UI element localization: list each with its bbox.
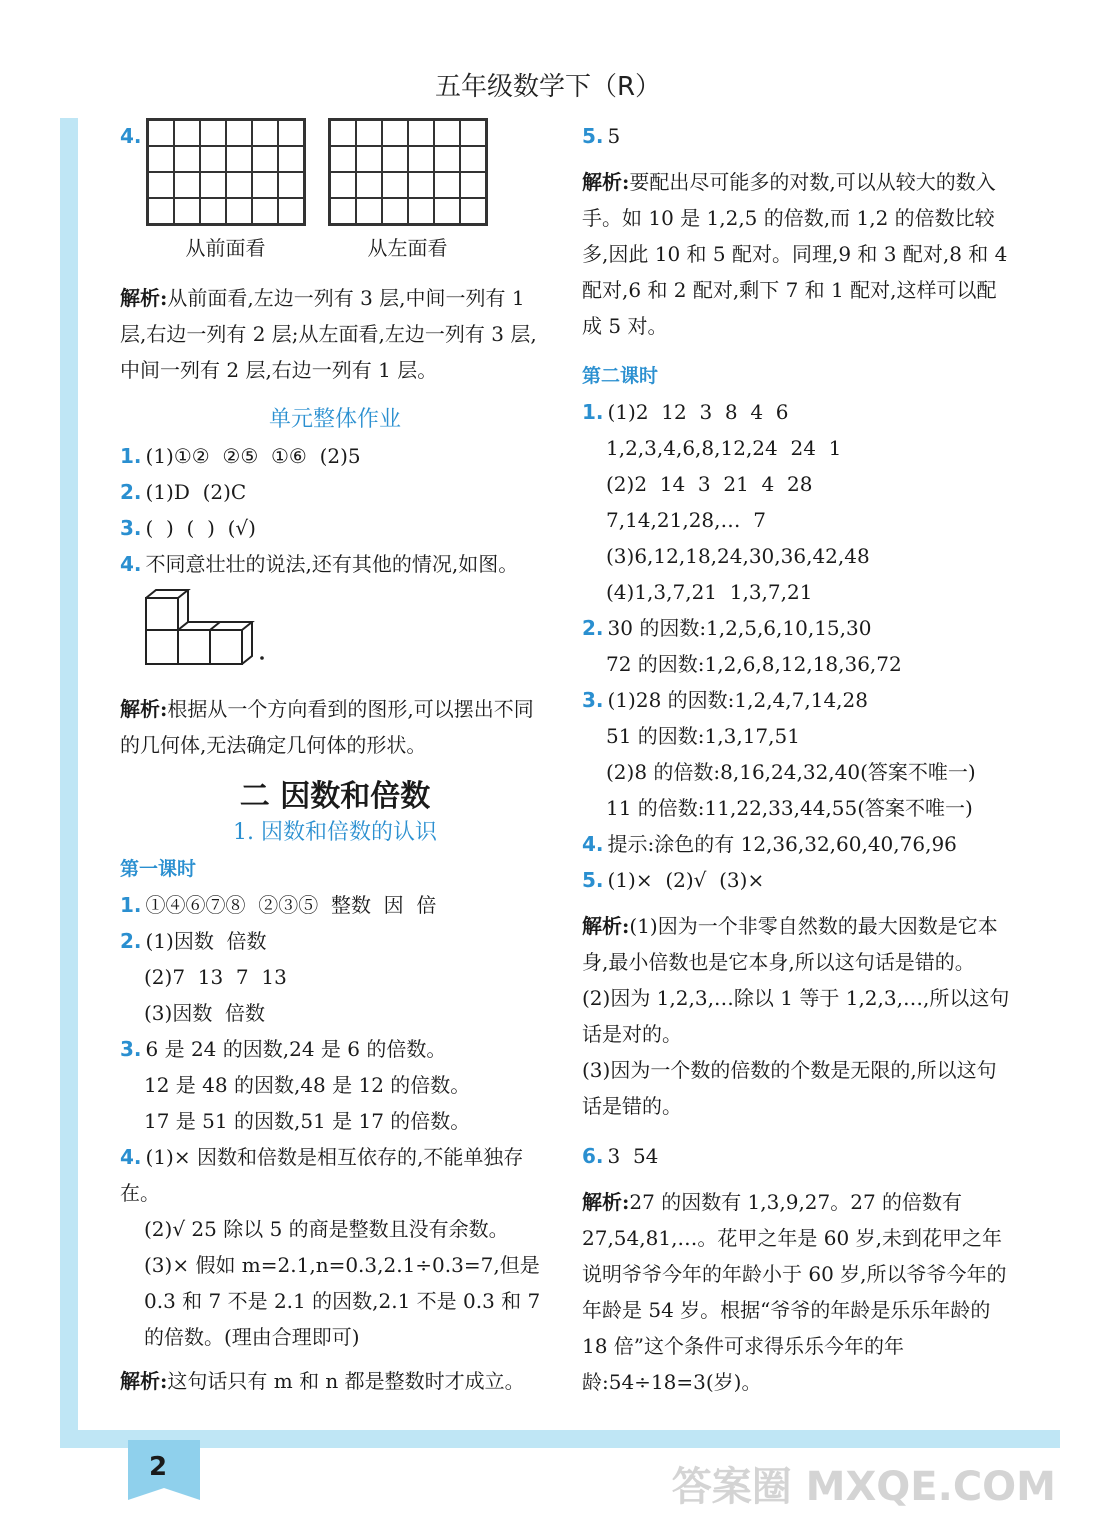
question-number: 4.	[120, 124, 142, 148]
unit-item: 4. 不同意壮壮的说法,还有其他的情况,如图。	[120, 552, 519, 576]
first-lesson-item-1: 1. ①④⑥⑦⑧ ②③⑤ 整数 因 倍	[120, 893, 437, 917]
cube-arrangement-figure	[144, 588, 274, 668]
chapter-title: 二 因数和倍数	[239, 779, 431, 814]
unit-item: 2. (1)D (2)C	[120, 480, 247, 504]
right-column	[582, 118, 1012, 1400]
first-lesson-item-4: 4. (1)× 因数和倍数是相互依存的,不能单独存在。 (2)√ 25 除以 5 的商是整数且没有余数。 (3)× 假如 m=2.1,n=0.3,2.1÷0.3=7,但是 0.3 和 7 不是 2.1 的因数,2.1 不是 0.3 和 7 的倍数。(理由合理即可)	[120, 1145, 541, 1349]
second-lesson-item-2: 2. 30 的因数:1,2,5,6,10,15,30 72 的因数:1,2,6,8,12,18,36,72	[582, 616, 902, 676]
unit-homework-title: 单元整体作业	[268, 407, 401, 432]
left-view-figure	[328, 118, 488, 266]
left-view-grid	[328, 118, 488, 226]
question-4-figures	[120, 118, 550, 266]
unit-item: 1. (1)①② ②⑤ ①⑥ (2)5	[120, 444, 361, 468]
second-lesson-item-4: 4. 提示:涂色的有 12,36,32,60,40,76,96	[582, 832, 957, 856]
question-6: 6. 3 54	[582, 1144, 659, 1168]
page-number: 2	[148, 1452, 168, 1482]
front-view-figure	[146, 118, 306, 266]
lesson-title: 1. 因数和倍数的认识	[233, 820, 437, 845]
front-view-grid	[146, 118, 306, 226]
unit-explanation: 解析:根据从一个方向看到的图形,可以摆出不同的几何体,无法确定几何体的形状。	[120, 697, 534, 757]
unit-item: 3. ( ) ( ) (√)	[120, 516, 256, 540]
second-lesson-heading: 第二课时	[582, 365, 659, 387]
q5-explanation: 解析:要配出尽可能多的对数,可以从较大的数入手。如 10 是 1,2,5 的倍数,而 1,2 的倍数比较多,因此 10 和 5 配对。同理,9 和 3 配对,8 和 4 配对,6 和 2 配对,剩下 7 和 1 配对,这样可以配成 5 对。	[582, 170, 1008, 338]
question-5: 5. 5	[582, 124, 621, 148]
first-lesson-item-3: 3. 6 是 24 的因数,24 是 6 的倍数。 12 是 48 的因数,48 是 12 的倍数。 17 是 51 的因数,51 是 17 的倍数。	[120, 1037, 471, 1133]
q4-explanation: 解析:从前面看,左边一列有 3 层,中间一列有 1 层,右边一列有 2 层;从左面看,左边一列有 3 层,中间一列有 2 层,右边一列有 1 层。	[120, 286, 537, 382]
q5b-explanation: 解析:(1)因为一个非零自然数的最大因数是它本身,最小倍数也是它本身,所以这句话是错的。 (2)因为 1,2,3,…除以 1 等于 1,2,3,…,所以这句话是对的。 (3)因为一个数的倍数的个数是无限的,所以这句话是错的。	[582, 914, 1010, 1118]
first-lesson-heading: 第一课时	[120, 858, 197, 880]
front-view-caption: 从前面看	[185, 236, 266, 260]
first-lesson-explanation: 解析:这句话只有 m 和 n 都是整数时才成立。	[120, 1369, 525, 1393]
q6-explanation: 解析:27 的因数有 1,3,9,27。27 的倍数有 27,54,81,…。花甲之年是 60 岁,未到花甲之年说明爷爷今年的年龄小于 60 岁,所以爷爷今年的年龄是 54 岁。根据“爷爷的年龄是乐乐年龄的 18 倍”这个条件可求得乐乐今年的年龄:54÷18=3(岁)。	[582, 1190, 1007, 1394]
page-header-title: 五年级数学下（R）	[434, 72, 662, 102]
watermark: 答案圈 MXQE.COM	[671, 1464, 1056, 1510]
left-view-caption: 从左面看	[367, 236, 448, 260]
first-lesson-item-2: 2. (1)因数 倍数 (2)7 13 7 13 (3)因数 倍数	[120, 929, 287, 1025]
second-lesson-item-1: 1. (1)2 12 3 8 4 6 1,2,3,4,6,8,12,24 24 1 (2)2 14 3 21 4 28 7,14,21,28,… 7 (3)6,12,18,24,30,36,42,48 (4)1,3,7,21 1,3,7,21	[582, 400, 870, 604]
second-lesson-item-5: 5. (1)× (2)√ (3)×	[582, 868, 765, 892]
second-lesson-item-3: 3. (1)28 的因数:1,2,4,7,14,28 51 的因数:1,3,17,51 (2)8 的倍数:8,16,24,32,40(答案不唯一) 11 的倍数:11,22,33,44,55(答案不唯一)	[582, 688, 976, 820]
left-column	[120, 118, 550, 1399]
